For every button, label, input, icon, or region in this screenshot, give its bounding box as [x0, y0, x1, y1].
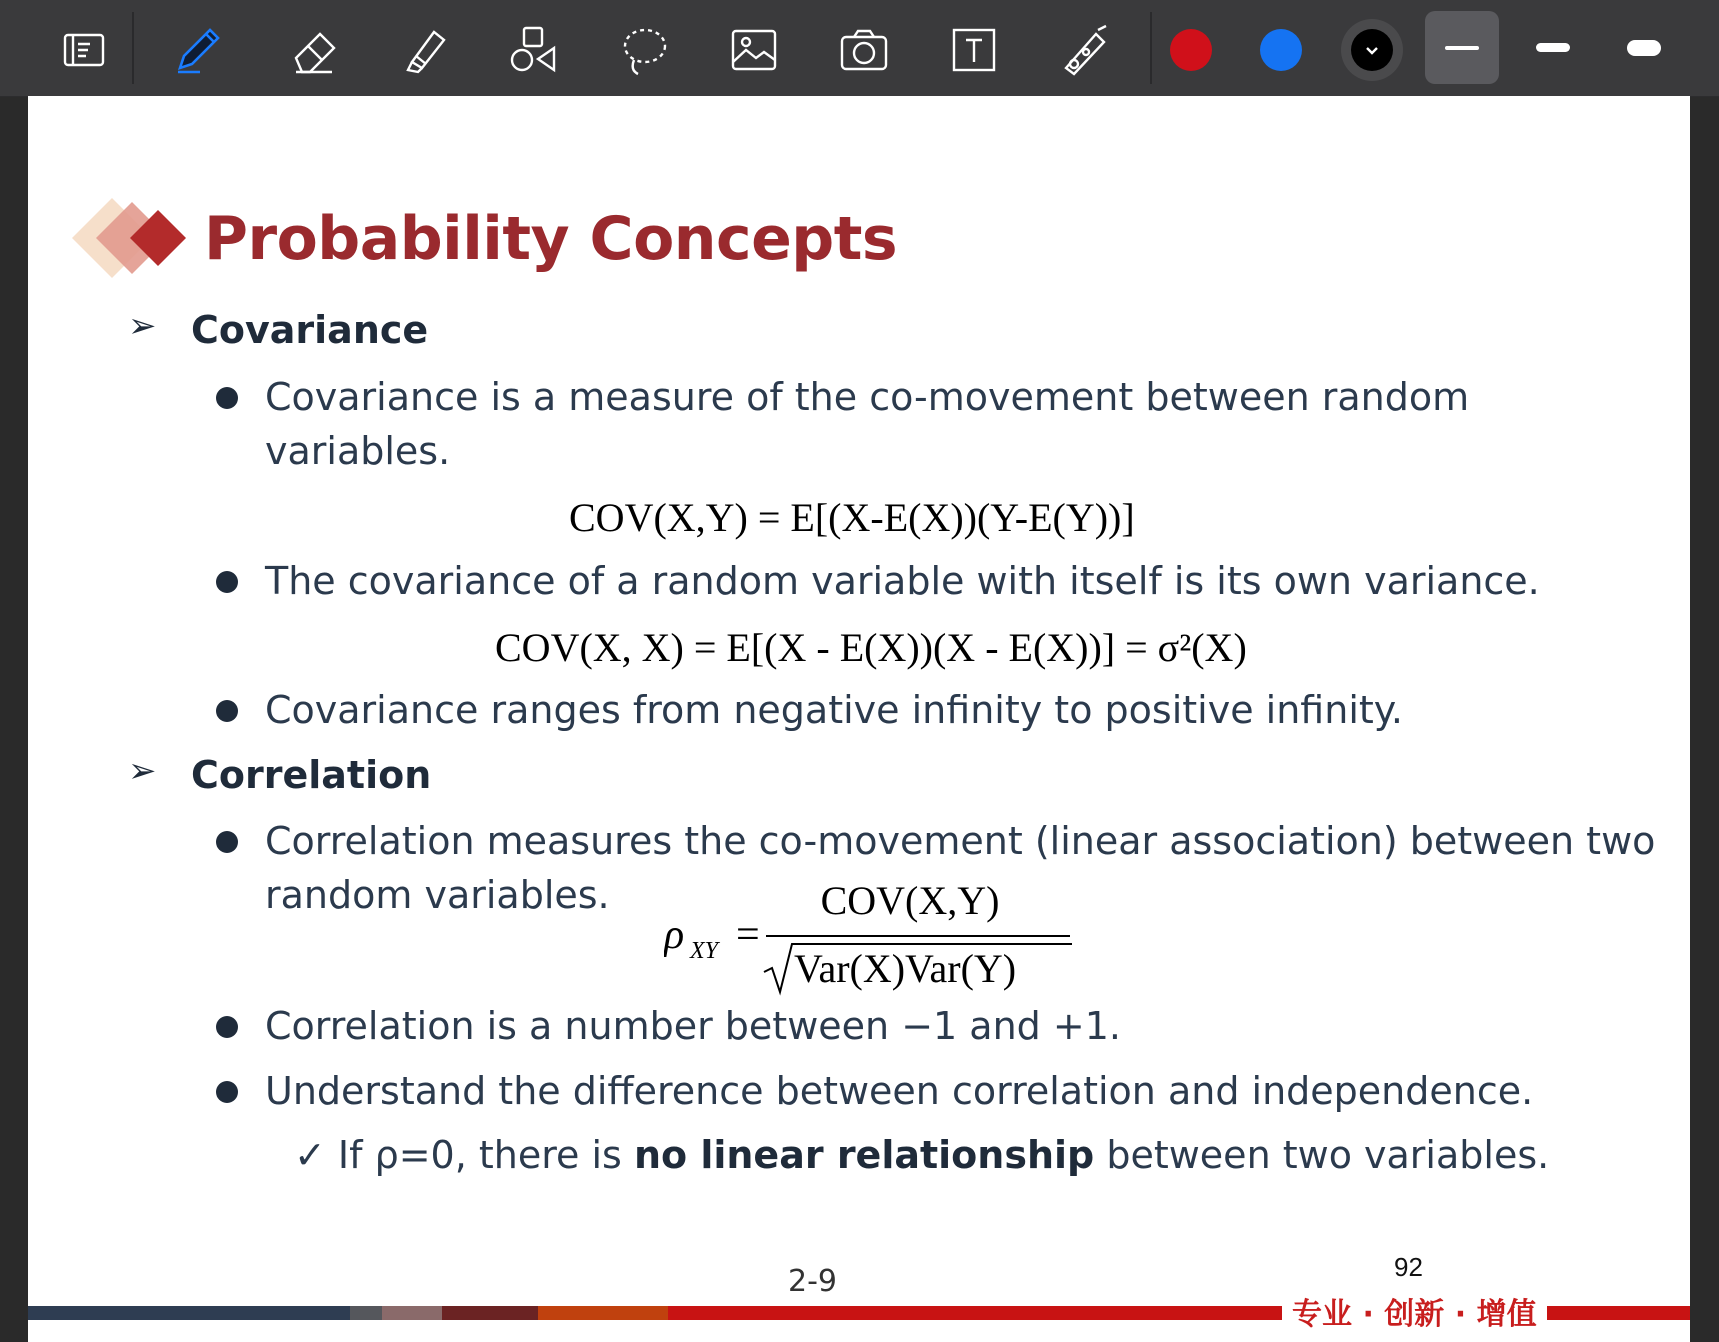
section-heading-correlation: Correlation: [191, 753, 432, 797]
section-arrow-icon: ➢: [128, 306, 157, 346]
highlighter-icon: [396, 22, 452, 78]
bullet-text-continued: random variables.: [265, 873, 610, 917]
page-layout-button[interactable]: [52, 18, 116, 82]
section-heading-covariance: Covariance: [191, 308, 429, 352]
camera-tool-button[interactable]: [832, 18, 896, 82]
slide-title: Probability Concepts: [204, 204, 898, 274]
bullet-icon: [216, 1016, 238, 1038]
page-layout-icon: [56, 22, 112, 78]
check-suffix: between two variables.: [1094, 1133, 1550, 1177]
bullet-icon: [216, 387, 238, 409]
laser-pointer-tool-button[interactable]: [1052, 18, 1116, 82]
diamond-decoration-icon: [72, 196, 192, 296]
camera-icon: [836, 22, 892, 78]
bullet-icon: [216, 831, 238, 853]
laser-pointer-icon: [1056, 22, 1112, 78]
toolbar-separator: [132, 12, 134, 84]
color-blue-swatch[interactable]: [1260, 29, 1302, 71]
check-icon: ✓: [294, 1133, 338, 1177]
svg-text:=: =: [736, 912, 760, 958]
image-tool-button[interactable]: [722, 18, 786, 82]
highlighter-tool-button[interactable]: [392, 18, 456, 82]
stroke-thin-icon: [1445, 46, 1479, 50]
pen-tool-button[interactable]: [166, 18, 230, 82]
toolbar-separator: [1150, 12, 1152, 84]
correlation-formula: [664, 864, 1084, 1004]
stroke-thin-button[interactable]: [1425, 11, 1499, 84]
check-bold: no linear relationship: [633, 1133, 1095, 1177]
stroke-thick-button[interactable]: [1607, 11, 1681, 84]
bullet-text: Understand the difference between correlation and independence.: [265, 1069, 1534, 1113]
color-red-swatch[interactable]: [1170, 29, 1212, 71]
bullet-text: Correlation measures the co-movement (linear association) between two: [265, 819, 1656, 863]
check-item: [294, 1133, 1549, 1177]
bullet-text-continued: variables.: [265, 429, 451, 473]
formula-subscript: XY: [690, 938, 719, 964]
section-arrow-icon: ➢: [128, 751, 157, 791]
page-number: 92: [1394, 1252, 1423, 1282]
text-box-tool-button[interactable]: [942, 18, 1006, 82]
text-box-icon: [946, 22, 1002, 78]
slide-page[interactable]: [28, 96, 1690, 1342]
eraser-tool-button[interactable]: [282, 18, 346, 82]
stroke-medium-button[interactable]: [1516, 11, 1590, 84]
pen-icon: [170, 22, 226, 78]
footer-page-code: 2-9: [788, 1264, 837, 1299]
lasso-icon: [616, 22, 672, 78]
bullet-icon: [216, 1081, 238, 1103]
formula-denominator: Var(X)Var(Y): [794, 946, 1017, 991]
self-covariance-formula: COV(X, X) = E[(X - E(X))(X - E(X))] = σ²(X): [495, 625, 1247, 670]
eraser-icon: [286, 22, 342, 78]
annotation-toolbar: [0, 0, 1719, 97]
selected-color: [1351, 29, 1393, 71]
formula-numerator: COV(X,Y): [820, 878, 1000, 923]
bullet-text: Correlation is a number between −1 and +1.: [265, 1004, 1121, 1048]
check-prefix: If ρ=0, there is: [337, 1133, 634, 1177]
lasso-tool-button[interactable]: [612, 18, 676, 82]
bullet-text: Covariance ranges from negative infinity to positive infinity.: [265, 688, 1403, 732]
bullet-text: Covariance is a measure of the co-movement between random: [265, 375, 1470, 419]
color-black-swatch[interactable]: [1341, 19, 1403, 81]
stroke-medium-icon: [1536, 43, 1570, 52]
image-icon: [726, 22, 782, 78]
bullet-text: The covariance of a random variable with itself is its own variance.: [265, 559, 1540, 603]
bullet-icon: [216, 571, 238, 593]
covariance-formula: COV(X,Y) = E[(X-E(X))(Y-E(Y))]: [569, 495, 1135, 540]
shapes-icon: [506, 22, 562, 78]
shapes-tool-button[interactable]: [502, 18, 566, 82]
bullet-icon: [216, 700, 238, 722]
chevron-down-icon: [1364, 42, 1380, 58]
stroke-thick-icon: [1627, 40, 1661, 56]
formula-rho: ρ: [664, 912, 685, 958]
footer-slogan: 专业 · 创新 · 增值: [1282, 1289, 1547, 1333]
